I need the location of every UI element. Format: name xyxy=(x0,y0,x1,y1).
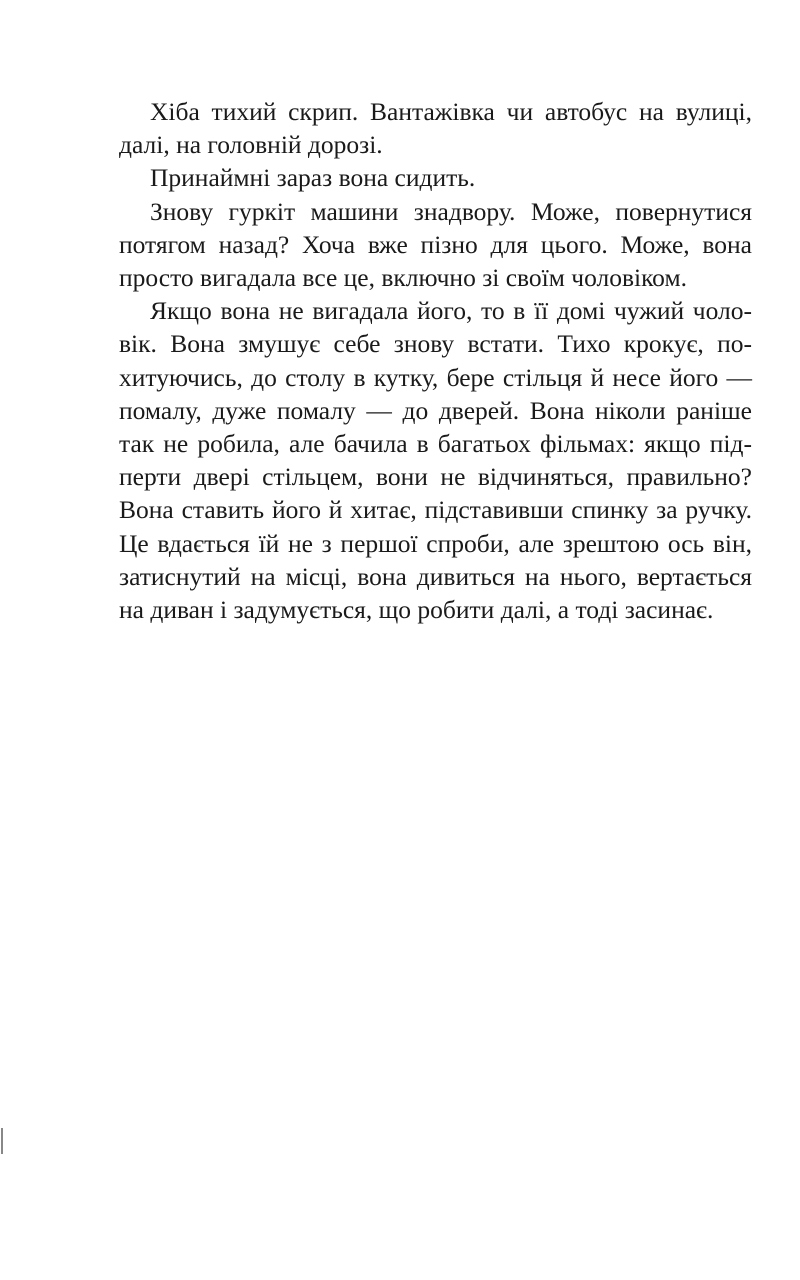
paragraph-3: Знову гуркіт машини знадвору. Може, повернутися потягом назад? Хоча вже пізно для цього. Може, вона просто вигадала все це, включно зі своїм чоловіком. xyxy=(119,196,752,293)
paragraph-1: Хіба тихий скрип. Вантажівка чи автобус на вулиці, далі, на головній дорозі. xyxy=(119,97,752,160)
paragraph-4: Якщо вона не вигадала його, то в її домі чужий чоловік. Вона змушує себе знову встати. Тихо крокує, похитуючись, до столу в кутку, бере стільця й несе його — помалу, дуже помалу — до дверей. Вона ніколи раніше так не робила, але бачила в багатьох фільмах: якщо підперти двері стільцем, вони не відчиняться, правильно? Вона ставить його й хитає, підставивши спинку за ручку. Це вдається їй не з першої спроби, але зрештою ось він, затиснутий на місці, вона дивиться на нього, вертається на диван і задумується, що робити далі, а тоді засинає. xyxy=(119,296,752,625)
paragraph-2: Принаймні зараз вона сидить. xyxy=(150,163,476,193)
scan-edge-mark xyxy=(1,1128,3,1154)
body-text xyxy=(119,95,752,626)
